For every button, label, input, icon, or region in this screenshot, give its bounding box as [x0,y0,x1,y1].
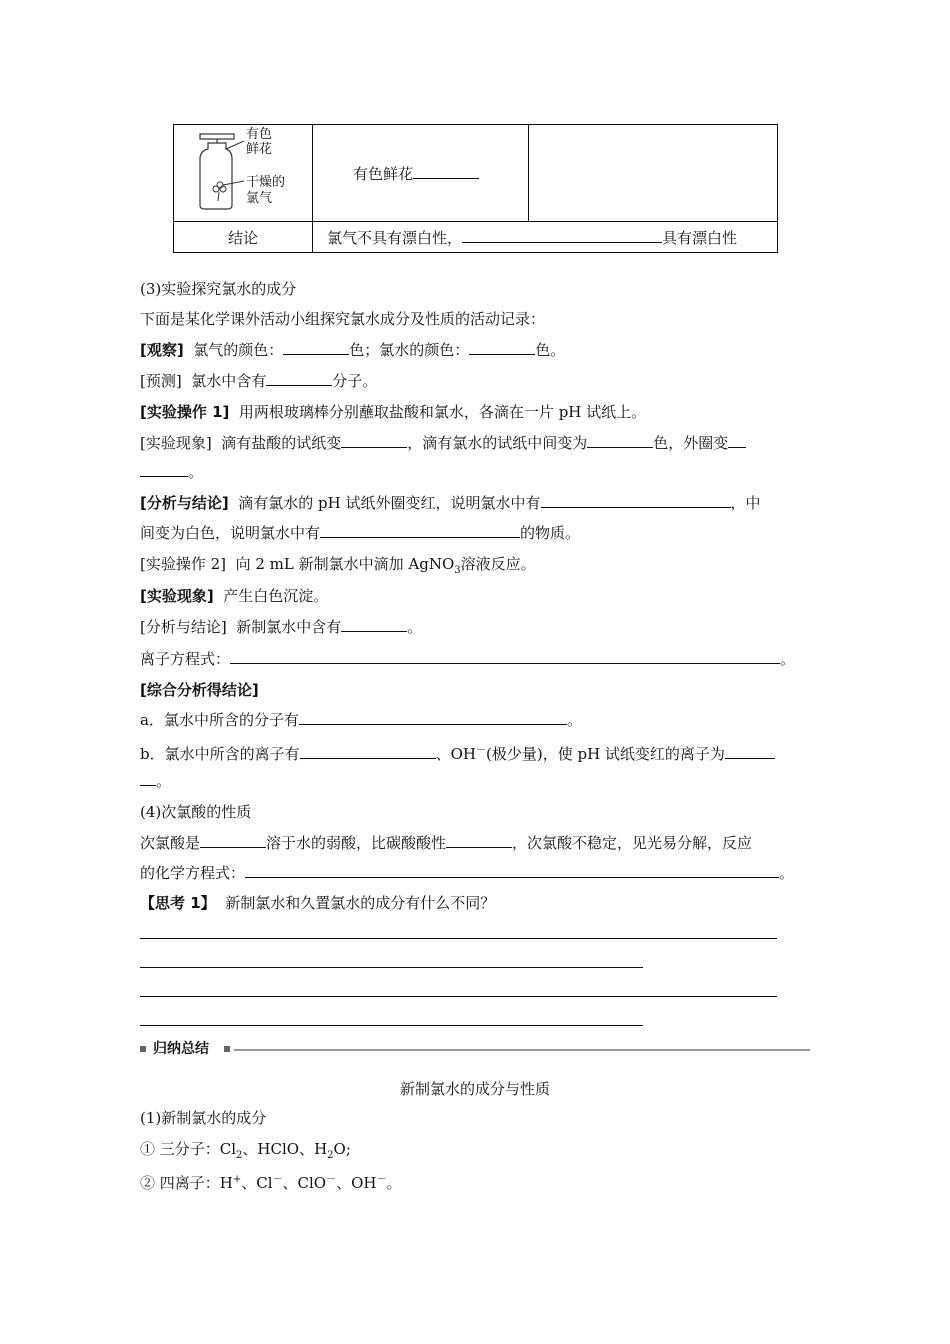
item3-text-e: 。 [386,1174,402,1192]
item3-text-a: ② 四离子：H [140,1174,233,1192]
ana2-text-b: 。 [407,618,423,636]
ana1-text-c: 间变为白色，说明氯水中有 [140,524,321,542]
summary-title: 新制氯水的成分与性质 [399,1080,550,1098]
ana1-tag: [分析与结论] [140,494,229,512]
conclusion-text-a: 氯气不具有漂白性， [327,228,463,247]
item2-sub2: 2 [327,1150,334,1161]
item2-text-b: 、HClO、H [242,1140,328,1158]
bullet-square [140,1046,146,1052]
section4-heading: (4)次氯酸的性质 [140,803,252,821]
answer-line[interactable] [140,1025,643,1026]
synthesis-tag: [综合分析得结论] [140,681,259,699]
phen1-tag: [实验现象] [140,434,212,452]
item3-sup1: + [232,1174,242,1185]
analysis1-line [140,493,761,513]
ana2-text-a: 新制氯水中含有 [236,618,342,636]
ana2-tag: [分析与结论] [140,618,227,636]
op2-line [140,554,536,581]
answer-blank[interactable] [469,340,535,355]
answer-line[interactable] [140,996,777,997]
answer-blank[interactable] [245,863,779,878]
ions-text-b: 、OH [435,745,476,763]
item3-text-d: 、OH [336,1174,377,1192]
think-question: 新制氯水和久置氯水的成分有什么不同？ [225,894,496,912]
phenomenon1-continued [140,462,203,482]
answer-blank[interactable] [725,744,775,759]
op1-text: 用两根玻璃棒分别蘸取盐酸和氯水，各滴在一片 pH 试纸上。 [238,403,647,421]
phen2-text: 产生白色沉淀。 [223,587,329,605]
hclo-continued [140,863,794,883]
answer-blank[interactable] [541,493,731,508]
item3-sup4: － [376,1174,387,1185]
table-row [174,125,778,222]
answer-blank[interactable] [200,833,266,848]
ions-end: 。 [156,772,172,790]
predict-tag: [预测] [140,372,182,390]
phenomenon2-line [140,586,328,606]
ana1-text-b: ，中 [730,494,761,512]
ions-text-c: (极少量)，使 pH 试纸变红的离子为 [486,745,725,763]
think-line [140,893,495,913]
hclo-text-d: 的化学方程式： [140,864,246,882]
section3-heading: (3)实验探究氯水的成分 [140,280,297,298]
think-tag: 【思考 1】 [140,894,216,912]
conclusion-text-b: 具有漂白性 [662,228,738,247]
flask-label-1: 有色 [246,127,273,142]
experiment-table [173,124,778,253]
flask-label-2: 鲜花 [246,142,273,157]
op2-text-b: 溶液反应。 [460,555,536,573]
summary-item2 [140,1139,351,1166]
phen1-end: 。 [188,463,204,481]
ana1-text-a: 滴有氯水的 pH 试纸外圈变红，说明氯水中有 [238,494,541,512]
flask-label-3: 干燥的 [246,175,286,190]
ions-superscript: － [476,745,486,756]
analysis1-continued [140,523,580,543]
item3-sup3: － [326,1174,337,1185]
phen2-tag: [实验现象] [140,587,214,605]
phen1-text-c: 色，外圈变 [653,434,729,452]
answer-blank[interactable] [413,164,479,179]
answer-blank[interactable] [230,649,780,664]
item3-text-b: 、Cl [241,1174,273,1192]
observe-text-b: 色；氯水的颜色： [349,341,470,359]
item2-text-c: O; [333,1140,351,1158]
answer-blank[interactable] [446,833,512,848]
ion-eq-label: 离子方程式： [140,650,231,668]
analysis2-line [140,617,422,637]
observe-tag: [观察] [140,341,184,359]
molecules-end: 。 [566,711,582,729]
hclo-text-a: 次氯酸是 [140,834,201,852]
conclusion-cell [313,222,778,253]
molecules-text: a．氯水中所含的分子有 [140,711,299,729]
hclo-text-b: 溶于水的弱酸，比碳酸酸性 [266,834,447,852]
predict-line [140,371,377,391]
answer-blank[interactable] [140,771,156,786]
op2-text-a: 向 2 mL 新制氯水中滴加 AgNO [235,555,455,573]
answer-blank[interactable] [341,617,407,632]
summary-item3 [140,1170,402,1193]
hclo-text-c: ，次氯酸不稳定，见光易分解，反应 [512,834,753,852]
ions-line [140,741,775,764]
conclusion-label: 结论 [174,222,313,253]
answer-blank[interactable] [728,433,746,448]
item3-text-c: 、ClO [282,1174,327,1192]
answer-blank[interactable] [341,433,407,448]
flask-label-4: 氯气 [246,191,273,206]
observe-text-c: 色。 [535,341,566,359]
answer-blank[interactable] [299,710,567,725]
phen1-text-b: ，滴有氯水的试纸中间变为 [407,434,588,452]
op2-tag: [实验操作 2] [140,555,227,573]
summary-rule [234,1049,810,1051]
answer-blank[interactable] [320,523,520,538]
answer-blank[interactable] [266,371,332,386]
section3-intro: 下面是某化学课外活动小组探究氯水成分及性质的活动记录： [140,310,546,328]
phenomenon1-line [140,433,746,453]
result-text: 有色鲜花 [353,164,414,183]
hclo-end: 。 [779,864,795,882]
item2-text-a: ① 三分子：Cl [140,1140,237,1158]
answer-blank[interactable] [283,340,349,355]
ions-text-a: b．氯水中所含的离子有 [140,745,300,763]
predict-text-b: 分子。 [332,372,378,390]
hclo-line [140,833,752,853]
op1-tag: [实验操作 1] [140,403,230,421]
ions-continued [140,771,171,791]
flask-cell [174,125,313,222]
empty-cell [529,125,778,222]
op1-line [140,402,646,422]
ana1-text-d: 的物质。 [520,524,581,542]
item2-sub1: 2 [236,1150,243,1161]
answer-blank[interactable] [462,228,662,243]
observe-line [140,340,565,360]
predict-text-a: 氯水中含有 [191,372,267,390]
answer-blank[interactable] [587,433,653,448]
phen1-text-a: 滴有盐酸的试纸变 [221,434,342,452]
flask-illustration [174,125,312,217]
molecules-line [140,710,582,730]
answer-line[interactable] [140,967,643,968]
ion-eq-end: 。 [780,650,796,668]
item3-sup2: － [272,1174,283,1185]
table-row [174,222,778,253]
bullet-square [224,1046,230,1052]
summary-badge: 归纳总结 [153,1041,209,1057]
answer-blank[interactable] [300,744,436,759]
answer-line[interactable] [140,938,777,939]
answer-blank[interactable] [140,462,188,477]
summary-item1: (1)新制氯水的成分 [140,1109,267,1127]
observe-text-a: 氯气的颜色： [193,341,284,359]
ion-equation-line [140,649,795,669]
op2-subscript: 3 [454,565,461,576]
result-cell [313,125,529,222]
